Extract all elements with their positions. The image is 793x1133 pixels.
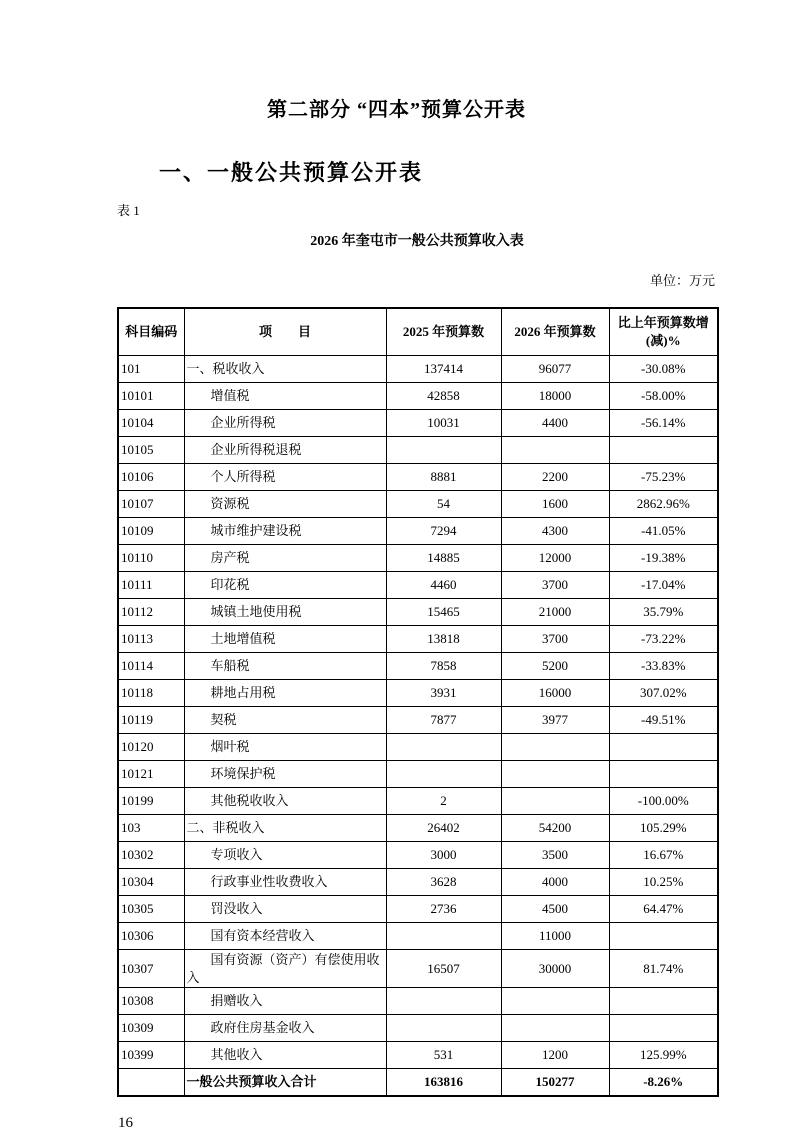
table-row [118, 842, 718, 869]
table-row [118, 788, 718, 815]
cell-code: 10107 [118, 491, 184, 518]
cell-item: 烟叶税 [184, 734, 386, 761]
cell-2025 [386, 761, 501, 788]
cell-code: 10307 [118, 950, 184, 988]
unit-note: 单位：万元 [649, 273, 715, 288]
cell-2026: 2200 [501, 464, 609, 491]
cell-code: 10104 [118, 410, 184, 437]
table-row [118, 707, 718, 734]
table-row [118, 626, 718, 653]
table-row [118, 518, 718, 545]
table-row [118, 653, 718, 680]
cell-2025: 3931 [386, 680, 501, 707]
header-cell-2026: 2026 年预算数 [501, 308, 609, 356]
cell-code: 10105 [118, 437, 184, 464]
cell-2025: 163816 [386, 1069, 501, 1097]
cell-item: 其他税收收入 [184, 788, 386, 815]
cell-2026 [501, 761, 609, 788]
cell-change [609, 1015, 718, 1042]
table-row [118, 680, 718, 707]
cell-code: 10114 [118, 653, 184, 680]
cell-2025: 2736 [386, 896, 501, 923]
cell-code: 10308 [118, 988, 184, 1015]
cell-change: -17.04% [609, 572, 718, 599]
cell-item: 行政事业性收费收入 [184, 869, 386, 896]
cell-2026 [501, 1015, 609, 1042]
table-row [118, 545, 718, 572]
cell-change: -75.23% [609, 464, 718, 491]
cell-code: 10399 [118, 1042, 184, 1069]
cell-change [609, 437, 718, 464]
cell-2025: 8881 [386, 464, 501, 491]
cell-2026: 54200 [501, 815, 609, 842]
table-row [118, 599, 718, 626]
cell-change: -19.38% [609, 545, 718, 572]
table-row [118, 896, 718, 923]
cell-2026 [501, 437, 609, 464]
cell-2026 [501, 734, 609, 761]
section-heading: 一、一般公共预算公开表 [159, 160, 424, 185]
table-row [118, 356, 718, 383]
cell-change: -41.05% [609, 518, 718, 545]
cell-code: 10120 [118, 734, 184, 761]
table-row [118, 734, 718, 761]
cell-code: 103 [118, 815, 184, 842]
table-row [118, 761, 718, 788]
cell-2026: 12000 [501, 545, 609, 572]
cell-item: 增值税 [184, 383, 386, 410]
cell-item: 其他收入 [184, 1042, 386, 1069]
cell-2025 [386, 734, 501, 761]
cell-2026: 3700 [501, 626, 609, 653]
cell-code: 10112 [118, 599, 184, 626]
cell-item: 资源税 [184, 491, 386, 518]
cell-item: 土地增值税 [184, 626, 386, 653]
cell-change: 64.47% [609, 896, 718, 923]
cell-change: 2862.96% [609, 491, 718, 518]
cell-code: 10119 [118, 707, 184, 734]
cell-item: 专项收入 [184, 842, 386, 869]
cell-2026: 3700 [501, 572, 609, 599]
cell-change [609, 734, 718, 761]
cell-change: -30.08% [609, 356, 718, 383]
cell-2026: 30000 [501, 950, 609, 988]
cell-item: 国有资本经营收入 [184, 923, 386, 950]
cell-2026: 1200 [501, 1042, 609, 1069]
cell-change [609, 923, 718, 950]
cell-2025: 3000 [386, 842, 501, 869]
cell-item: 企业所得税 [184, 410, 386, 437]
table-row [118, 437, 718, 464]
cell-change: 81.74% [609, 950, 718, 988]
cell-item: 国有资源（资产）有偿使用收入 [184, 950, 386, 988]
cell-2026: 150277 [501, 1069, 609, 1097]
header-cell-2025: 2025 年预算数 [386, 308, 501, 356]
cell-code: 10199 [118, 788, 184, 815]
cell-code [118, 1069, 184, 1097]
cell-2026: 5200 [501, 653, 609, 680]
cell-code: 10309 [118, 1015, 184, 1042]
main-title: 第二部分 “四本”预算公开表 [267, 99, 526, 121]
cell-2026: 11000 [501, 923, 609, 950]
table-row [118, 988, 718, 1015]
content-area [117, 158, 717, 1133]
cell-2026: 18000 [501, 383, 609, 410]
header-change-line1: 比上年预算数增 [617, 315, 709, 331]
cell-change: -73.22% [609, 626, 718, 653]
cell-2025: 7877 [386, 707, 501, 734]
cell-2025: 137414 [386, 356, 501, 383]
cell-item: 环境保护税 [184, 761, 386, 788]
cell-2025: 54 [386, 491, 501, 518]
table-row [118, 410, 718, 437]
cell-item: 一般公共预算收入合计 [184, 1069, 386, 1097]
cell-item: 车船税 [184, 653, 386, 680]
cell-item: 印花税 [184, 572, 386, 599]
table-label: 表 1 [117, 203, 140, 218]
cell-2026: 96077 [501, 356, 609, 383]
cell-2025: 15465 [386, 599, 501, 626]
cell-2025 [386, 923, 501, 950]
cell-2025: 2 [386, 788, 501, 815]
cell-change: 10.25% [609, 869, 718, 896]
cell-change: -56.14% [609, 410, 718, 437]
cell-change: -33.83% [609, 653, 718, 680]
cell-code: 10304 [118, 869, 184, 896]
cell-2026: 21000 [501, 599, 609, 626]
cell-change: 125.99% [609, 1042, 718, 1069]
table-row [118, 464, 718, 491]
cell-change: -100.00% [609, 788, 718, 815]
cell-code: 10113 [118, 626, 184, 653]
header-cell-item: 项 目 [184, 308, 386, 356]
cell-2025: 13818 [386, 626, 501, 653]
cell-change: -8.26% [609, 1069, 718, 1097]
cell-2025: 42858 [386, 383, 501, 410]
cell-change: 307.02% [609, 680, 718, 707]
cell-item: 契税 [184, 707, 386, 734]
header-cell-change [609, 308, 718, 356]
cell-2025: 4460 [386, 572, 501, 599]
cell-2026: 3977 [501, 707, 609, 734]
cell-2026: 4400 [501, 410, 609, 437]
cell-item: 政府住房基金收入 [184, 1015, 386, 1042]
cell-2026: 16000 [501, 680, 609, 707]
cell-2026: 4500 [501, 896, 609, 923]
cell-change [609, 988, 718, 1015]
cell-item: 一、税收收入 [184, 356, 386, 383]
cell-code: 101 [118, 356, 184, 383]
table-row [118, 572, 718, 599]
cell-item: 罚没收入 [184, 896, 386, 923]
cell-2026: 3500 [501, 842, 609, 869]
header-change-line2: (减)% [645, 333, 681, 348]
table-row [118, 1042, 718, 1069]
cell-item: 个人所得税 [184, 464, 386, 491]
cell-change: -49.51% [609, 707, 718, 734]
table-body [118, 356, 718, 1097]
header-cell-code: 科目编码 [118, 308, 184, 356]
cell-code: 10306 [118, 923, 184, 950]
cell-code: 10305 [118, 896, 184, 923]
budget-table [117, 307, 719, 1097]
cell-code: 10302 [118, 842, 184, 869]
cell-change: -58.00% [609, 383, 718, 410]
cell-2025 [386, 1015, 501, 1042]
header-row [118, 308, 718, 356]
cell-item: 企业所得税退税 [184, 437, 386, 464]
cell-code: 10101 [118, 383, 184, 410]
table-row [118, 815, 718, 842]
cell-item: 城市维护建设税 [184, 518, 386, 545]
cell-code: 10109 [118, 518, 184, 545]
cell-2025: 7294 [386, 518, 501, 545]
cell-2026 [501, 988, 609, 1015]
table-row [118, 923, 718, 950]
cell-change: 105.29% [609, 815, 718, 842]
cell-2025: 16507 [386, 950, 501, 988]
cell-code: 10118 [118, 680, 184, 707]
cell-2025: 10031 [386, 410, 501, 437]
cell-code: 10111 [118, 572, 184, 599]
cell-2026: 4300 [501, 518, 609, 545]
cell-item: 二、非税收入 [184, 815, 386, 842]
cell-2025: 7858 [386, 653, 501, 680]
table-title: 2026 年奎屯市一般公共预算收入表 [310, 234, 524, 249]
cell-2025: 531 [386, 1042, 501, 1069]
cell-2026 [501, 788, 609, 815]
cell-code: 10121 [118, 761, 184, 788]
cell-2025: 26402 [386, 815, 501, 842]
cell-item: 耕地占用税 [184, 680, 386, 707]
table-row [118, 1015, 718, 1042]
cell-code: 10110 [118, 545, 184, 572]
cell-item: 房产税 [184, 545, 386, 572]
cell-change: 35.79% [609, 599, 718, 626]
cell-item: 城镇土地使用税 [184, 599, 386, 626]
cell-code: 10106 [118, 464, 184, 491]
cell-change [609, 761, 718, 788]
cell-item: 捐赠收入 [184, 988, 386, 1015]
cell-2025: 3628 [386, 869, 501, 896]
table-row [118, 950, 718, 988]
cell-2025: 14885 [386, 545, 501, 572]
cell-2025 [386, 437, 501, 464]
cell-change: 16.67% [609, 842, 718, 869]
table-row [118, 491, 718, 518]
cell-2026: 1600 [501, 491, 609, 518]
table-row [118, 869, 718, 896]
cell-2025 [386, 988, 501, 1015]
table-row [118, 383, 718, 410]
cell-2026: 4000 [501, 869, 609, 896]
table-row [118, 1069, 718, 1097]
page-number: 16 [118, 1115, 133, 1132]
